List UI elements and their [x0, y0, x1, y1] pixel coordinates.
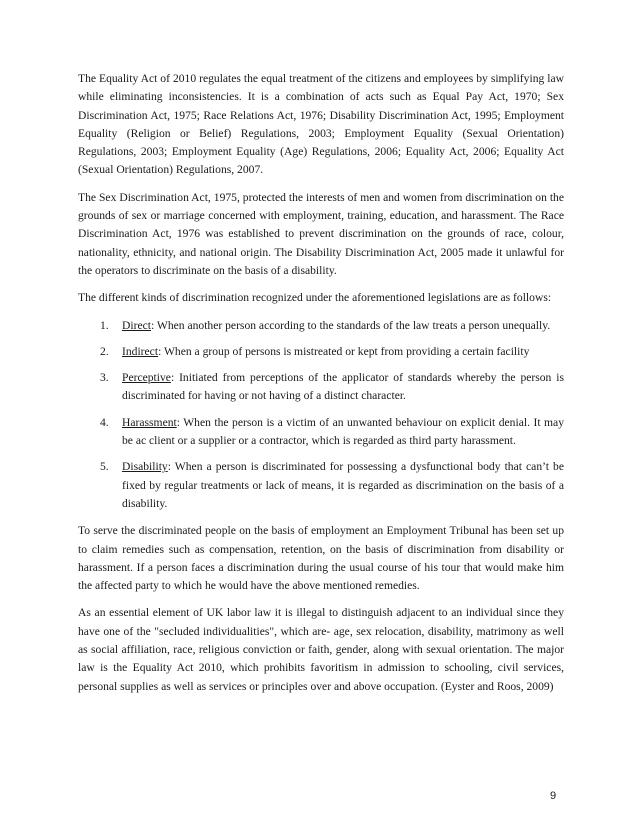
list-item-text: : When another person according to the standards of the law treats a person unequally. — [150, 318, 551, 332]
list-item — [100, 317, 564, 335]
paragraph-kinds-intro: The different kinds of discrimination recognized under the aforementioned legislations are as follows: — [78, 291, 552, 305]
list-item-text: : When the person is a victim of an unwanted behaviour on explicit denial. It may be ac client or a supplier or a contractor, which is regarded as third party harassment. — [122, 415, 564, 448]
discrimination-types-list — [78, 317, 564, 514]
list-item — [100, 369, 564, 406]
list-item-term: Indirect — [122, 344, 159, 358]
paragraph-employment-tribunal: To serve the discriminated people on the basis of employment an Employment Tribunal has been set up to claim remedies such as compensation, retention, on the basis of discrimination from disability or harassment. If a person faces a discrimination during the usual course of his tour that would make him the affected party to which he would have the above mentioned remedies. — [78, 524, 564, 593]
list-item-number: 1. — [100, 318, 109, 332]
list-item-term: Direct — [122, 318, 151, 332]
list-item-number: 2. — [100, 344, 109, 358]
list-item-number: 3. — [100, 371, 109, 385]
list-item-term: Perceptive — [122, 371, 171, 385]
paragraph-equality-act: The Equality Act of 2010 regulates the equal treatment of the citizens and employees by simplifying law while eliminating inconsistencies. It is a combination of acts such as Equal Pay Act, 1970; Sex Discrimination Act, 1975; Race Relations Act, 1976; Disability Discrimination Act, 1995; Employment Equality (Religion or Belief) Regulations, 2003; Employment Equality (Sexual Orientation) Regulations, 2003; Employment Equality (Age) Regulations, 2006; Equality Act, 2006; Equality Act (Sexual Orientation) Regulations, 2007. — [78, 72, 564, 177]
list-item-number: 4. — [100, 415, 109, 429]
list-item — [100, 414, 564, 451]
list-item-text: : When a person is discriminated for possessing a dysfunctional body that can’t be fixed by regular treatments or lack of means, it is regarded as discrimination on the basis of a disability. — [122, 460, 564, 510]
paragraph-sex-discrimination: The Sex Discrimination Act, 1975, protected the interests of men and women from discrimination on the grounds of sex or marriage concerned with employment, training, education, and harassment. The Race Discrimination Act, 1976 was established to prevent discrimination on the grounds of race, colour, nationality, ethnicity, and national origin. The Disability Discrimination Act, 2005 made it unlawful for the operators to discriminate on the basis of a disability. — [78, 190, 564, 277]
list-item-number: 5. — [100, 460, 109, 474]
list-item — [100, 458, 564, 513]
paragraph-uk-labor-law: As an essential element of UK labor law it is illegal to distinguish adjacent to an individual since they have one of the "secluded individualities", which are- age, sex relocation, disability, matrimony as well as social affiliation, race, religious conviction or faith, gender, along with sexual orientation. The major law is the Equality Act 2010, which prohibits favoritism in admission to schooling, civil services, personal supplies as well as services or principles over and above occupation. (Eyster and Roos, 2009) — [78, 606, 564, 693]
list-item-term: Harassment — [122, 415, 177, 429]
list-item-term: Disability — [122, 460, 168, 474]
page-number: 9 — [550, 790, 557, 802]
list-item-text: : When a group of persons is mistreated or kept from providing a certain facility — [158, 344, 530, 358]
list-item — [100, 343, 564, 361]
document-page — [78, 70, 564, 705]
list-item-text: : Initiated from perceptions of the applicator of standards whereby the person is discriminated for having or not having of a distinct character. — [122, 371, 564, 403]
